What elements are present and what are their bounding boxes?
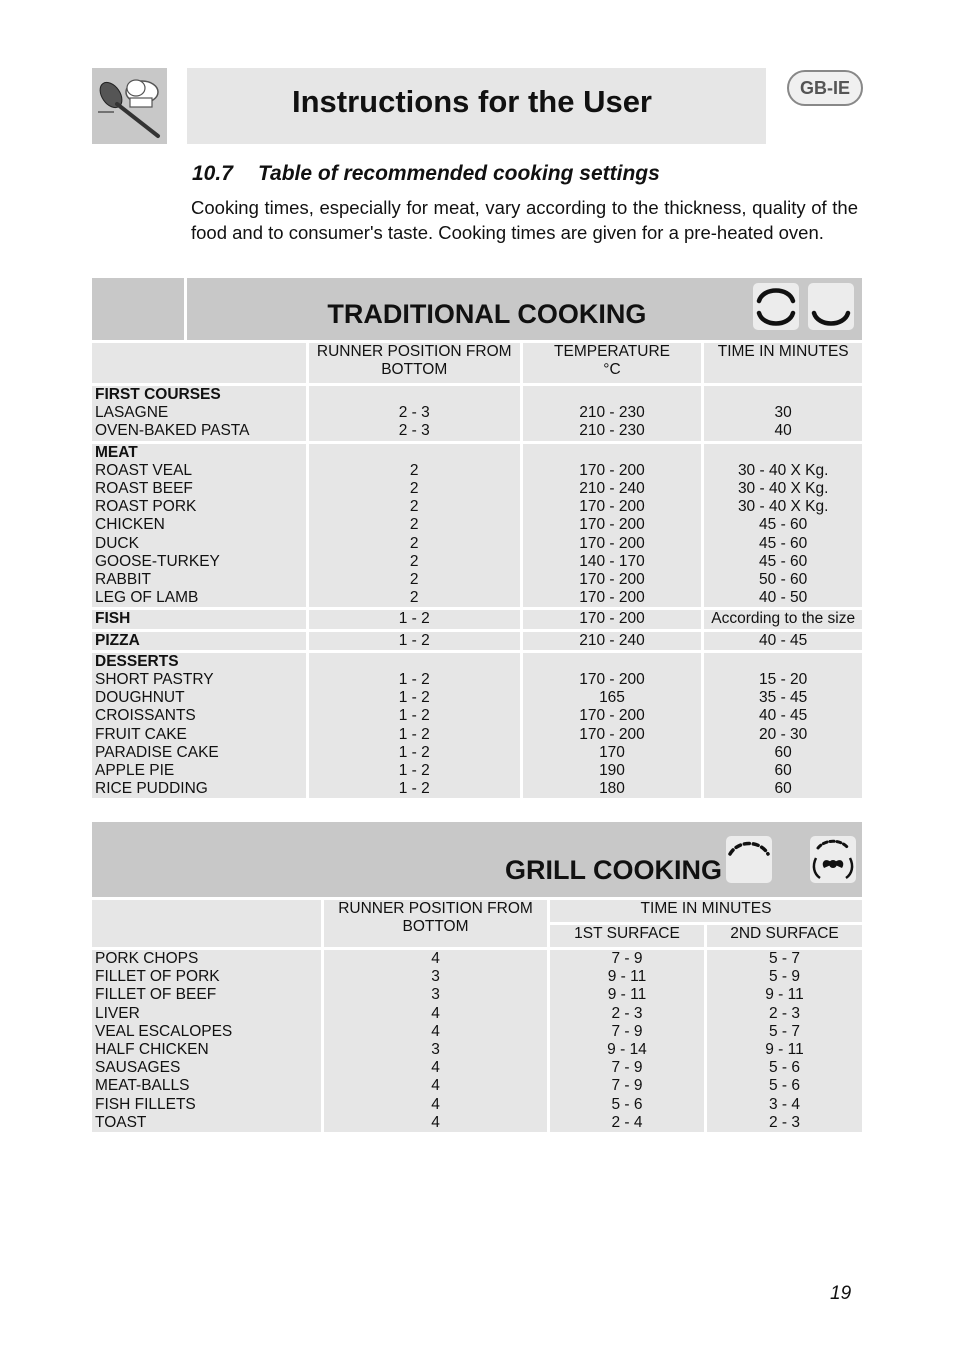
cooking-group-row: [92, 653, 862, 799]
food-item: CHICKEN: [95, 516, 165, 534]
runner-value: 1 - 2: [398, 725, 430, 743]
temperature-cell: [523, 653, 702, 799]
spacer: [309, 386, 520, 404]
food-name-cell: [92, 444, 306, 608]
grill-food-item: FILLET OF PORK: [95, 968, 220, 986]
temperature-value: 210 - 230: [579, 422, 645, 440]
runner-value: 1 - 2: [398, 743, 430, 761]
group-heading: FISH: [95, 610, 131, 628]
runner-value: 2: [409, 534, 419, 552]
cooking-group-row: [92, 444, 862, 608]
group-heading: PIZZA: [95, 631, 140, 649]
temperature-value: 180: [599, 780, 625, 798]
grill-cooking-title: GRILL COOKING: [505, 855, 723, 885]
cooking-group-row: [92, 386, 862, 441]
cooking-group-row: [92, 610, 862, 628]
temperature-value: 170: [599, 743, 625, 761]
runner-value: 2 - 3: [398, 422, 430, 440]
grill-second-value: 5 - 6: [768, 1077, 800, 1095]
runner-position-header: RUNNER POSITION FROM BOTTOM: [309, 343, 520, 383]
food-name-cell: [92, 610, 306, 628]
runner-value: 1 - 2: [398, 762, 430, 780]
temperature-cell: [523, 444, 702, 608]
time-value: 45 - 60: [759, 552, 808, 570]
grill-runner-value: 4: [431, 1113, 440, 1131]
food-item: LASAGNE: [95, 404, 169, 422]
grill-runner-cell: [324, 950, 547, 1132]
runner-value: 1 - 2: [398, 671, 430, 689]
runner-value: 1 - 2: [398, 689, 430, 707]
grill-food-item: TOAST: [95, 1113, 147, 1131]
time-value: 40: [774, 422, 792, 440]
grill-element-icon: [726, 836, 772, 883]
spacer: [523, 386, 702, 404]
grill-cooking-table: [89, 819, 865, 1135]
group-heading: DESSERTS: [95, 652, 179, 670]
temperature-value: 170 - 200: [579, 707, 645, 725]
grill-runner-value: 3: [431, 986, 440, 1004]
cooking-group-row: [92, 632, 862, 650]
grill-food-item: PORK CHOPS: [95, 950, 199, 967]
grill-first-value: 9 - 11: [607, 986, 647, 1004]
traditional-header-row: [92, 343, 862, 383]
grill-food-item: FILLET OF BEEF: [95, 986, 217, 1004]
temperature-value: 170 - 200: [579, 461, 645, 479]
grill-food-item: FISH FILLETS: [95, 1095, 196, 1113]
time-value: 40 - 45: [759, 707, 808, 725]
time-value: 35 - 45: [759, 689, 808, 707]
grill-runner-value: 4: [431, 1095, 440, 1113]
header-blank-cell: [92, 343, 306, 383]
time-value: 30 - 40 X Kg.: [737, 498, 829, 516]
temperature-value: 210 - 240: [579, 631, 645, 649]
grill-header-row-1: [92, 900, 862, 922]
food-item: ROAST PORK: [95, 498, 197, 516]
spacer: [704, 653, 862, 671]
time-header: TIME IN MINUTES: [704, 343, 862, 383]
runner-position-cell: [309, 610, 520, 628]
grill-second-value: 3 - 4: [768, 1095, 800, 1113]
fan-grill-icon: [810, 836, 856, 883]
temperature-value: 170 - 200: [579, 516, 645, 534]
temperature-value: 210 - 240: [579, 480, 645, 498]
time-cell: [704, 444, 862, 608]
temperature-value: 170 - 200: [579, 571, 645, 589]
grill-data-row: [92, 950, 862, 1132]
time-cell: [704, 653, 862, 799]
top-heating-element-icon: [753, 283, 799, 330]
time-cell: [704, 632, 862, 650]
grill-first-surface-cell: [550, 950, 704, 1132]
spacer: [704, 444, 862, 462]
spacer: [309, 444, 520, 462]
grill-first-value: 7 - 9: [611, 1022, 643, 1040]
food-item: DOUGHNUT: [95, 689, 185, 707]
time-cell: [704, 386, 862, 441]
temperature-value: 170 - 200: [579, 498, 645, 516]
food-item: ROAST VEAL: [95, 461, 193, 479]
section-number: 10.7: [192, 162, 233, 185]
runner-value: 1 - 2: [398, 780, 430, 798]
header-title-panel: [187, 68, 766, 144]
temperature-cell: [523, 610, 702, 628]
food-item: SHORT PASTRY: [95, 671, 214, 689]
runner-value: 2: [409, 589, 419, 607]
traditional-cooking-title: TRADITIONAL COOKING: [327, 299, 647, 329]
grill-second-surface-cell: [707, 950, 862, 1132]
spacer: [704, 386, 862, 404]
time-value: 60: [774, 780, 792, 798]
time-value: 15 - 20: [759, 671, 808, 689]
grill-runner-value: 4: [431, 1004, 440, 1022]
runner-position-cell: [309, 632, 520, 650]
grill-first-value: 9 - 14: [607, 1041, 647, 1059]
second-surface-header: 2ND SURFACE: [707, 925, 862, 947]
food-name-cell: [92, 653, 306, 799]
grill-first-value: 7 - 9: [611, 950, 643, 967]
grill-second-value: 9 - 11: [765, 1041, 804, 1059]
food-name-cell: [92, 386, 306, 441]
runner-value: 2: [409, 516, 419, 534]
grill-food-cell: [92, 950, 321, 1132]
group-heading: MEAT: [95, 443, 138, 461]
runner-value: 2: [409, 480, 419, 498]
grill-runner-value: 3: [431, 1041, 440, 1059]
grill-food-item: LIVER: [95, 1004, 140, 1022]
grill-first-value: 5 - 6: [611, 1095, 643, 1113]
traditional-banner-left: [92, 278, 184, 340]
time-value: 30: [774, 404, 792, 422]
runner-position-cell: [309, 386, 520, 441]
time-value: 50 - 60: [759, 571, 808, 589]
food-item: FRUIT CAKE: [95, 725, 187, 743]
food-item: RICE PUDDING: [95, 780, 208, 798]
time-value: 60: [774, 762, 792, 780]
temperature-value: 170 - 200: [579, 589, 645, 607]
temperature-value: 170 - 200: [579, 534, 645, 552]
runner-value: 1 - 2: [398, 631, 430, 649]
time-value: 60: [774, 743, 792, 761]
time-value: 40 - 45: [759, 631, 808, 649]
time-value: 30 - 40 X Kg.: [737, 480, 829, 498]
temperature-value: 210 - 230: [579, 404, 645, 422]
runner-position-header: RUNNER POSITION FROM BOTTOM: [324, 900, 547, 947]
grill-second-value: 2 - 3: [768, 1004, 800, 1022]
grill-second-value: 9 - 11: [765, 986, 804, 1004]
grill-banner-row: [92, 822, 862, 897]
time-value: 45 - 60: [759, 516, 808, 534]
time-value: 40 - 50: [759, 589, 808, 607]
spacer: [523, 653, 702, 671]
grill-second-value: 5 - 7: [768, 950, 800, 967]
grill-food-item: VEAL ESCALOPES: [95, 1022, 233, 1040]
spoon-chef-hat-icon: [92, 68, 167, 144]
food-item: LEG OF LAMB: [95, 589, 199, 607]
traditional-cooking-table: [89, 275, 865, 801]
temperature-value: 165: [599, 689, 625, 707]
grill-banner: [92, 822, 862, 897]
bottom-heating-element-icon: [808, 283, 854, 330]
temperature-value: 140 - 170: [579, 552, 645, 570]
grill-first-value: 2 - 4: [611, 1113, 643, 1131]
food-item: DUCK: [95, 534, 139, 552]
chef-logo: [92, 68, 167, 144]
grill-second-value: 5 - 9: [768, 968, 800, 986]
grill-first-value: 9 - 11: [607, 968, 647, 986]
temperature-value: 170 - 200: [579, 610, 645, 628]
page-number: 19: [830, 1283, 852, 1304]
food-item: APPLE PIE: [95, 762, 175, 780]
runner-position-cell: [309, 653, 520, 799]
runner-value: 1 - 2: [398, 707, 430, 725]
grill-runner-value: 4: [431, 1059, 440, 1077]
grill-runner-value: 4: [431, 1077, 440, 1095]
traditional-banner-row: [92, 278, 862, 340]
traditional-banner: [187, 278, 862, 340]
food-item: OVEN-BAKED PASTA: [95, 422, 250, 440]
region-badge: GB-IE: [787, 70, 863, 106]
section-title: Table of recommended cooking settings: [258, 162, 660, 185]
temperature-value: 190: [599, 762, 625, 780]
time-header: TIME IN MINUTES: [550, 900, 862, 922]
grill-food-item: SAUSAGES: [95, 1059, 181, 1077]
spacer: [523, 444, 702, 462]
temperature-cell: [523, 386, 702, 441]
grill-food-item: HALF CHICKEN: [95, 1041, 209, 1059]
food-name-cell: [92, 632, 306, 650]
food-item: RABBIT: [95, 571, 151, 589]
grill-runner-value: 4: [431, 950, 440, 967]
grill-first-value: 2 - 3: [611, 1004, 643, 1022]
food-item: GOOSE-TURKEY: [95, 552, 220, 570]
grill-second-value: 5 - 7: [768, 1022, 800, 1040]
spacer: [309, 653, 520, 671]
page-title: Instructions for the User: [292, 84, 652, 119]
temperature-value: 170 - 200: [579, 671, 645, 689]
grill-runner-value: 4: [431, 1022, 440, 1040]
grill-first-value: 7 - 9: [611, 1059, 643, 1077]
first-surface-header: 1ST SURFACE: [550, 925, 704, 947]
time-value: According to the size: [711, 610, 856, 628]
runner-value: 2: [409, 571, 419, 589]
grill-second-value: 5 - 6: [768, 1059, 800, 1077]
group-heading: FIRST COURSES: [95, 386, 221, 403]
time-value: 30 - 40 X Kg.: [737, 461, 829, 479]
runner-value: 2: [409, 461, 419, 479]
runner-value: 2: [409, 552, 419, 570]
temperature-header: TEMPERATURE °C: [523, 343, 702, 383]
runner-value: 1 - 2: [398, 610, 430, 628]
header-blank-cell: [92, 900, 321, 947]
runner-position-cell: [309, 444, 520, 608]
time-value: 20 - 30: [759, 725, 808, 743]
time-value: 45 - 60: [759, 534, 808, 552]
intro-paragraph: Cooking times, especially for meat, vary according to the thickness, quality of the food and to consumer's taste. Cooking times are given for a pre-heated oven.: [191, 197, 858, 243]
temperature-cell: [523, 632, 702, 650]
food-item: ROAST BEEF: [95, 480, 193, 498]
grill-runner-value: 3: [431, 968, 440, 986]
runner-value: 2 - 3: [398, 404, 430, 422]
grill-first-value: 7 - 9: [611, 1077, 643, 1095]
runner-value: 2: [409, 498, 419, 516]
grill-second-value: 2 - 3: [768, 1113, 800, 1131]
section-heading: [192, 162, 660, 186]
time-cell: [704, 610, 862, 628]
food-item: PARADISE CAKE: [95, 743, 219, 761]
temperature-value: 170 - 200: [579, 725, 645, 743]
food-item: CROISSANTS: [95, 707, 196, 725]
grill-food-item: MEAT-BALLS: [95, 1077, 190, 1095]
